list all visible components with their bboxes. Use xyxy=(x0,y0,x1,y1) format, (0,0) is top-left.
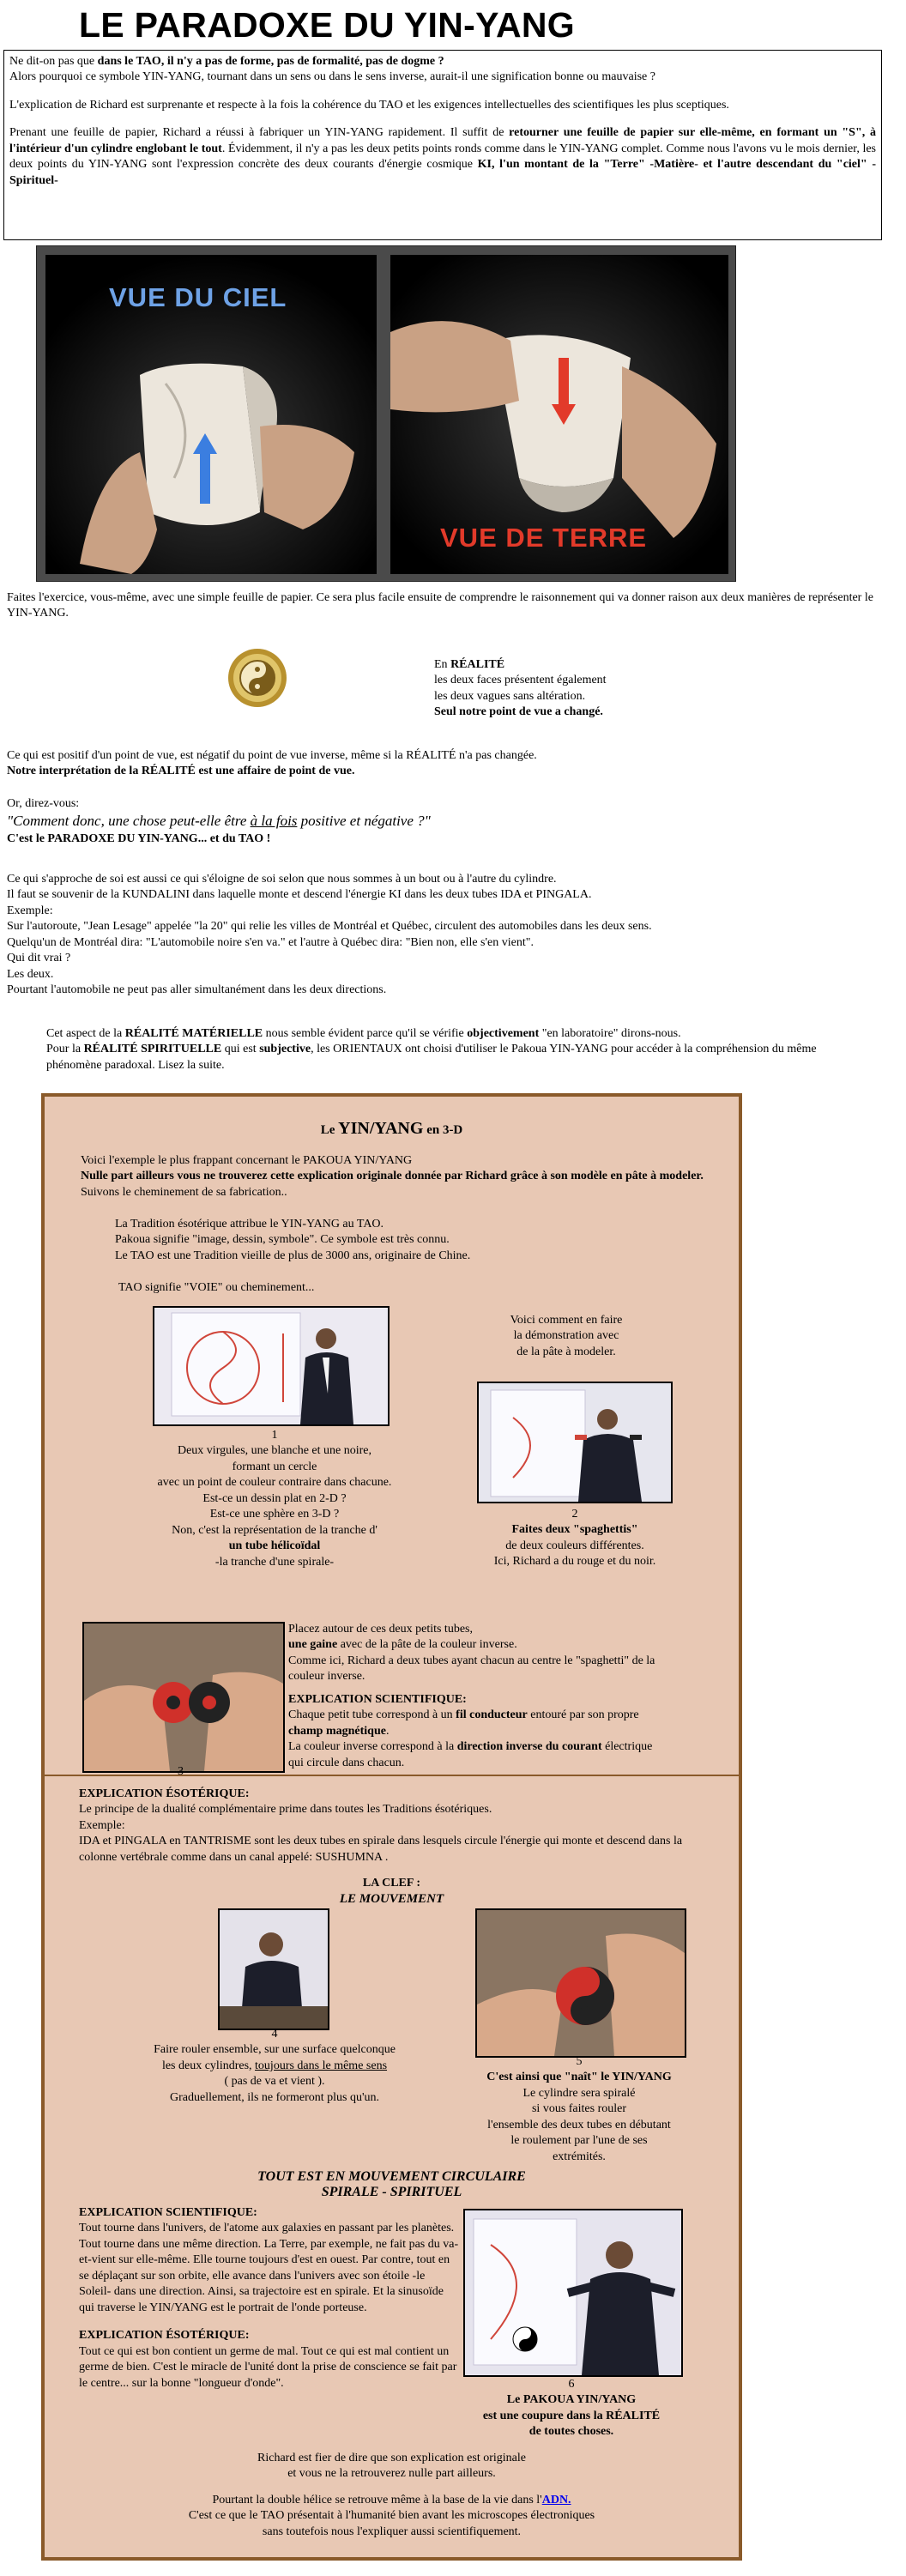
esoteric-text-2: Tout ce qui est bon contient un germe de mal. Tout ce qui est mal contient un germe de bien. C'est le miracle de l'unité dont la prise de conscience se fait par le centre... sur la bonne "longueur d'onde". xyxy=(79,2344,457,2390)
caption-5-line-2: Le cylindre sera spiralé xyxy=(522,2086,636,2100)
photo-3-tubes xyxy=(82,1622,285,1773)
yin-yang-medallion-icon xyxy=(226,647,288,709)
photo-4-rolling xyxy=(218,1908,329,2030)
demo-intro-line-2: la démonstration avec xyxy=(513,1329,619,1343)
caption-5-line-6: extrémités. xyxy=(553,2150,606,2163)
after-line-4: Ce qui s'approche de soi est aussi ce qui s'éloigne de soi selon que nous sommes à un bout ou à l'autre du cylindre. xyxy=(7,873,557,886)
photo-1-caption xyxy=(103,1428,446,1570)
key-heading-line-2: LE MOUVEMENT xyxy=(339,1892,444,1907)
caption-6-line-3: de toutes choses. xyxy=(528,2425,614,2439)
after-line-7: Sur l'autoroute, "Jean Lesage" appelée "la 20" qui relie les villes de Montréal et Québec, circulent des automobiles dans les deux sens. xyxy=(7,920,652,934)
closing-line-4: C'est ce que le TAO présentait à l'humanité bien avant les microscopes électroniques xyxy=(188,2509,595,2523)
scientific-heading-2: EXPLICATION SCIENTIFIQUE: xyxy=(79,2206,257,2219)
intro-paragraph-2: L'explication de Richard est surprenante et respecte à la fois la cohérence du TAO et les exigences intellectuelles des scientifiques les plus sceptiques. xyxy=(9,98,729,112)
after-line-paradox: C'est le PARADOXE DU YIN-YANG... et du TAO ! xyxy=(7,831,271,845)
caption-1-line-3: avec un point de couleur contraire dans chacune. xyxy=(157,1476,392,1490)
esoteric-heading-2: EXPLICATION ÉSOTÉRIQUE: xyxy=(79,2329,250,2343)
after-line-6: Exemple: xyxy=(7,904,53,917)
caption-2-line-3: Ici, Richard a du rouge et du noir. xyxy=(493,1555,656,1569)
photo-6-number: 6 xyxy=(568,2378,575,2391)
reality-line-4: Seul notre point de vue a changé. xyxy=(434,705,603,719)
caption-5-line-4: l'ensemble des deux tubes en débutant xyxy=(487,2118,671,2132)
tube-line-1: Placez autour de ces deux petits tubes, xyxy=(288,1623,473,1636)
photo-earth-view xyxy=(390,255,728,574)
caption-2-line-2: de deux couleurs différentes. xyxy=(505,1539,644,1552)
photo-3-number: 3 xyxy=(178,1765,184,1778)
caption-4-line-4: Graduellement, ils ne formeront plus qu'un. xyxy=(170,2090,379,2104)
reality-block xyxy=(434,657,709,721)
reality-line-1: En RÉALITÉ xyxy=(434,658,505,671)
caption-5-line-5: le roulement par l'une de ses xyxy=(510,2134,648,2148)
box-intro xyxy=(81,1153,707,1200)
after-paragraph-3 xyxy=(7,796,873,847)
photo-5-yin-yang-born xyxy=(475,1908,686,2058)
esoteric-explanation-1 xyxy=(79,1787,697,1865)
after-line-9: Qui dit vrai ? xyxy=(7,952,71,965)
after-paragraph-4 xyxy=(7,872,873,999)
circular-motion-heading xyxy=(41,2169,742,2201)
photo-4-caption xyxy=(120,2027,429,2106)
intro-box xyxy=(3,50,882,240)
tube-line-6: La couleur inverse correspond à la direction inverse du courant électrique qui circule dans chacun. xyxy=(288,1740,653,1769)
caption-sky-view: VUE DU CIEL xyxy=(109,282,287,312)
esoteric-line-1: Le principe de la dualité complémentaire prime dans toutes les Traditions ésotériques. xyxy=(79,1803,492,1817)
caption-1-line-5: Est-ce une sphère en 3-D ? xyxy=(209,1508,340,1521)
key-heading xyxy=(41,1876,742,1908)
closing-line-5: sans toutefois nous l'expliquer aussi scientifiquement. xyxy=(262,2525,522,2538)
box-intro-line-1: Voici l'exemple le plus frappant concernant le PAKOUA YIN/YANG xyxy=(81,1154,413,1167)
scientific-text-2: Tout tourne dans l'univers, de l'atome aux galaxies en passant par les planètes. Tout tourne dans une même direction. La Terre, par exemple, ne fait pas du va-et-vient sur elle-même. Elle tourne toujours d'est en ouest. Par contre, tout en se déplaçant sur son orbite, elle avance dans l'univers avec son étoile -le Soleil- dans une direction. Ainsi, sa trajectoire est en spirale. Et la sinusoïde qui traverse le YIN/YANG est le portrait de l'onde porteuse. xyxy=(79,2222,459,2314)
caption-earth-view: VUE DE TERRE xyxy=(440,523,648,553)
circular-heading-line-2: SPIRALE - SPIRITUEL xyxy=(321,2185,462,2200)
after-line-quote: "Comment donc, une chose peut-elle être à la fois positive et négative ?" xyxy=(7,813,431,830)
demo-intro-line-1: Voici comment en faire xyxy=(510,1314,623,1327)
closing-line-2: et vous ne la retrouverez nulle part ailleurs. xyxy=(287,2467,496,2481)
photo-5-number: 5 xyxy=(576,2055,583,2068)
after-paragraph-5 xyxy=(46,1026,870,1073)
intro-paragraph-1: Ne dit-on pas que dans le TAO, il n'y a pas de forme, pas de formalité, pas de dogme ? Alors pourquoi ce symbole YIN-YANG, tournant dans un sens ou dans le sens inverse, aurait-il une signification bonne ou mauvaise ? xyxy=(9,55,655,84)
intro-paragraph-3: Prenant une feuille de papier, Richard a réussi à fabriquer un YIN-YANG rapidement. Il suffit de retourner une feuille de papier sur elle-même, en formant un "S", à l'intérieur d'un cylindre englobant le tout. Évidemment, il n'y a pas les deux petits points ronds comme dans le YIN-YANG complet. Comme nous l'avons vu le mois dernier, les deux points du YIN-YANG sont l'expression concrète des deux courants d'énergie cosmique KI, l'un montant de la "Terre" -Matière- et l'autre descendant du "ciel" -Spirituel- xyxy=(9,126,877,187)
caption-2-line-1: Faites deux "spaghettis" xyxy=(511,1523,638,1537)
photo-2-number: 2 xyxy=(571,1508,578,1521)
box-tradition xyxy=(115,1217,664,1264)
after-paragraph-1: Faites l'exercice, vous-même, avec une simple feuille de papier. Ce sera plus facile ensuite de comprendre le raisonnement qui va donner raison aux deux manières de représenter le YIN-YANG. xyxy=(7,591,873,620)
adn-link[interactable]: ADN. xyxy=(541,2493,571,2506)
demo-intro xyxy=(480,1313,652,1360)
after-line-8: Quelqu'un de Montréal dira: "L'automobile noire s'en va." et l'autre à Québec dira: "Bien non, elle s'en vient". xyxy=(7,935,534,949)
circular-heading-line-1: TOUT EST EN MOUVEMENT CIRCULAIRE xyxy=(257,2169,526,2184)
box-divider xyxy=(41,1775,742,1776)
after-line-material: Cet aspect de la RÉALITÉ MATÉRIELLE nous semble évident parce qu'il se vérifie objectivement "en laboratoire" dirons-nous. xyxy=(46,1027,681,1040)
tao-meaning: TAO signifie "VOIE" ou cheminement... xyxy=(118,1281,315,1294)
caption-1-line-4: Est-ce un dessin plat en 2-D ? xyxy=(202,1491,347,1505)
closing-line-1: Richard est fier de dire que son explication est originale xyxy=(257,2452,526,2464)
after-line-5: Il faut se souvenir de la KUNDALINI dans laquelle monte et descend l'énergie KI dans les deux tubes IDA et PINGALA. xyxy=(7,888,592,902)
caption-5-line-1: C'est ainsi que "naît" le YIN/YANG xyxy=(486,2071,672,2084)
photo-2-spaghetti xyxy=(477,1382,673,1503)
photo-5-caption xyxy=(446,2054,712,2165)
esoteric-heading-1: EXPLICATION ÉSOTÉRIQUE: xyxy=(79,1787,250,1800)
photo-sky-view xyxy=(45,255,377,574)
reality-line-3: les deux vagues sans altération. xyxy=(434,689,586,703)
reality-line-2: les deux faces présentent également xyxy=(434,674,607,687)
photo-4-number: 4 xyxy=(271,2028,278,2041)
box-intro-line-2: Nulle part ailleurs vous ne trouverez cette explication originale donnée par Richard grâce à son modèle en pâte à modeler. Suivons le cheminement de sa fabrication.. xyxy=(81,1170,704,1199)
after-line-11: Pourtant l'automobile ne peut pas aller simultanément dans les deux directions. xyxy=(7,983,387,997)
scientific-explanation-2 xyxy=(79,2205,460,2392)
caption-1-line-7: un tube hélicoïdal xyxy=(228,1539,321,1553)
closing-text xyxy=(41,2451,742,2540)
photo-1-number: 1 xyxy=(271,1429,278,1442)
caption-6-line-1: Le PAKOUA YIN/YANG xyxy=(506,2393,637,2407)
after-line-positive: Ce qui est positif d'un point de vue, est négatif du point de vue inverse, même si la RÉALITÉ n'a pas changée. xyxy=(7,749,537,762)
scientific-heading-1: EXPLICATION SCIENTIFIQUE: xyxy=(288,1692,467,1706)
caption-1-line-1: Deux virgules, une blanche et une noire, xyxy=(177,1444,371,1458)
photo-6-caption xyxy=(443,2377,700,2440)
caption-1-line-8: -la tranche d'une spirale- xyxy=(214,1555,335,1569)
tradition-line-2: Pakoua signifie "image, dessin, symbole". Ce symbole est très connu. xyxy=(115,1233,450,1247)
tube-line-5: Chaque petit tube correspond à un fil conducteur entouré par son propre champ magnétique. xyxy=(288,1708,639,1738)
caption-4-line-2: les deux cylindres, toujours dans le même sens xyxy=(161,2059,388,2072)
caption-1-line-6: Non, c'est la représentation de la tranche d' xyxy=(172,1523,378,1537)
after-paragraph-2 xyxy=(7,748,873,780)
key-heading-line-1: LA CLEF : xyxy=(362,1877,421,1890)
photo-1-whiteboard-demo xyxy=(153,1306,390,1426)
closing-line-3: Pourtant la double hélice se retrouve même à la base de la vie dans l'ADN. xyxy=(212,2493,571,2506)
tube-line-3: Comme ici, Richard a deux tubes ayant chacun au centre le "spaghetti" de la couleur inverse. xyxy=(288,1654,655,1684)
caption-4-line-3: ( pas de va et vient ). xyxy=(224,2075,325,2089)
tube-explanation xyxy=(288,1622,666,1771)
photo-6-presenter xyxy=(463,2209,683,2377)
esoteric-line-2: Exemple: xyxy=(79,1818,125,1832)
photo-2-caption xyxy=(446,1507,704,1570)
caption-6-line-2: est une coupure dans la RÉALITÉ xyxy=(482,2409,661,2422)
tube-line-2: une gaine avec de la pâte de la couleur inverse. xyxy=(288,1638,517,1652)
caption-1-line-2: formant un cercle xyxy=(232,1460,317,1473)
caption-4-line-1: Faire rouler ensemble, sur une surface quelconque xyxy=(154,2043,396,2057)
after-line-or: Or, direz-vous: xyxy=(7,797,80,810)
box-title: Le YIN/YANG en 3-D xyxy=(320,1119,463,1138)
tradition-line-3: Le TAO est une Tradition vieille de plus de 3000 ans, originaire de Chine. xyxy=(115,1249,471,1262)
photo-frame xyxy=(36,245,736,582)
tradition-line-1: La Tradition ésotérique attribue le YIN-YANG au TAO. xyxy=(115,1218,384,1231)
after-line-spiritual: Pour la RÉALITÉ SPIRITUELLE qui est subjective, les ORIENTAUX ont choisi d'utiliser le Pakoua YIN-YANG pour accéder à la compréhension du même phénomène paradoxal. Lisez la suite. xyxy=(46,1043,817,1072)
esoteric-line-3: IDA et PINGALA en TANTRISME sont les deux tubes en spirale dans lesquels circule l'énergie qui monte et descend dans la colonne vertébrale comme dans un canal appelé: SUSHUMNA . xyxy=(79,1835,683,1864)
demo-intro-line-3: de la pâte à modeler. xyxy=(516,1345,616,1358)
caption-5-line-3: si vous faites rouler xyxy=(531,2102,627,2116)
after-line-interpretation: Notre interprétation de la RÉALITÉ est une affaire de point de vue. xyxy=(7,765,355,778)
after-line-10: Les deux. xyxy=(7,967,54,981)
page-title: LE PARADOXE DU YIN-YANG xyxy=(79,5,575,45)
